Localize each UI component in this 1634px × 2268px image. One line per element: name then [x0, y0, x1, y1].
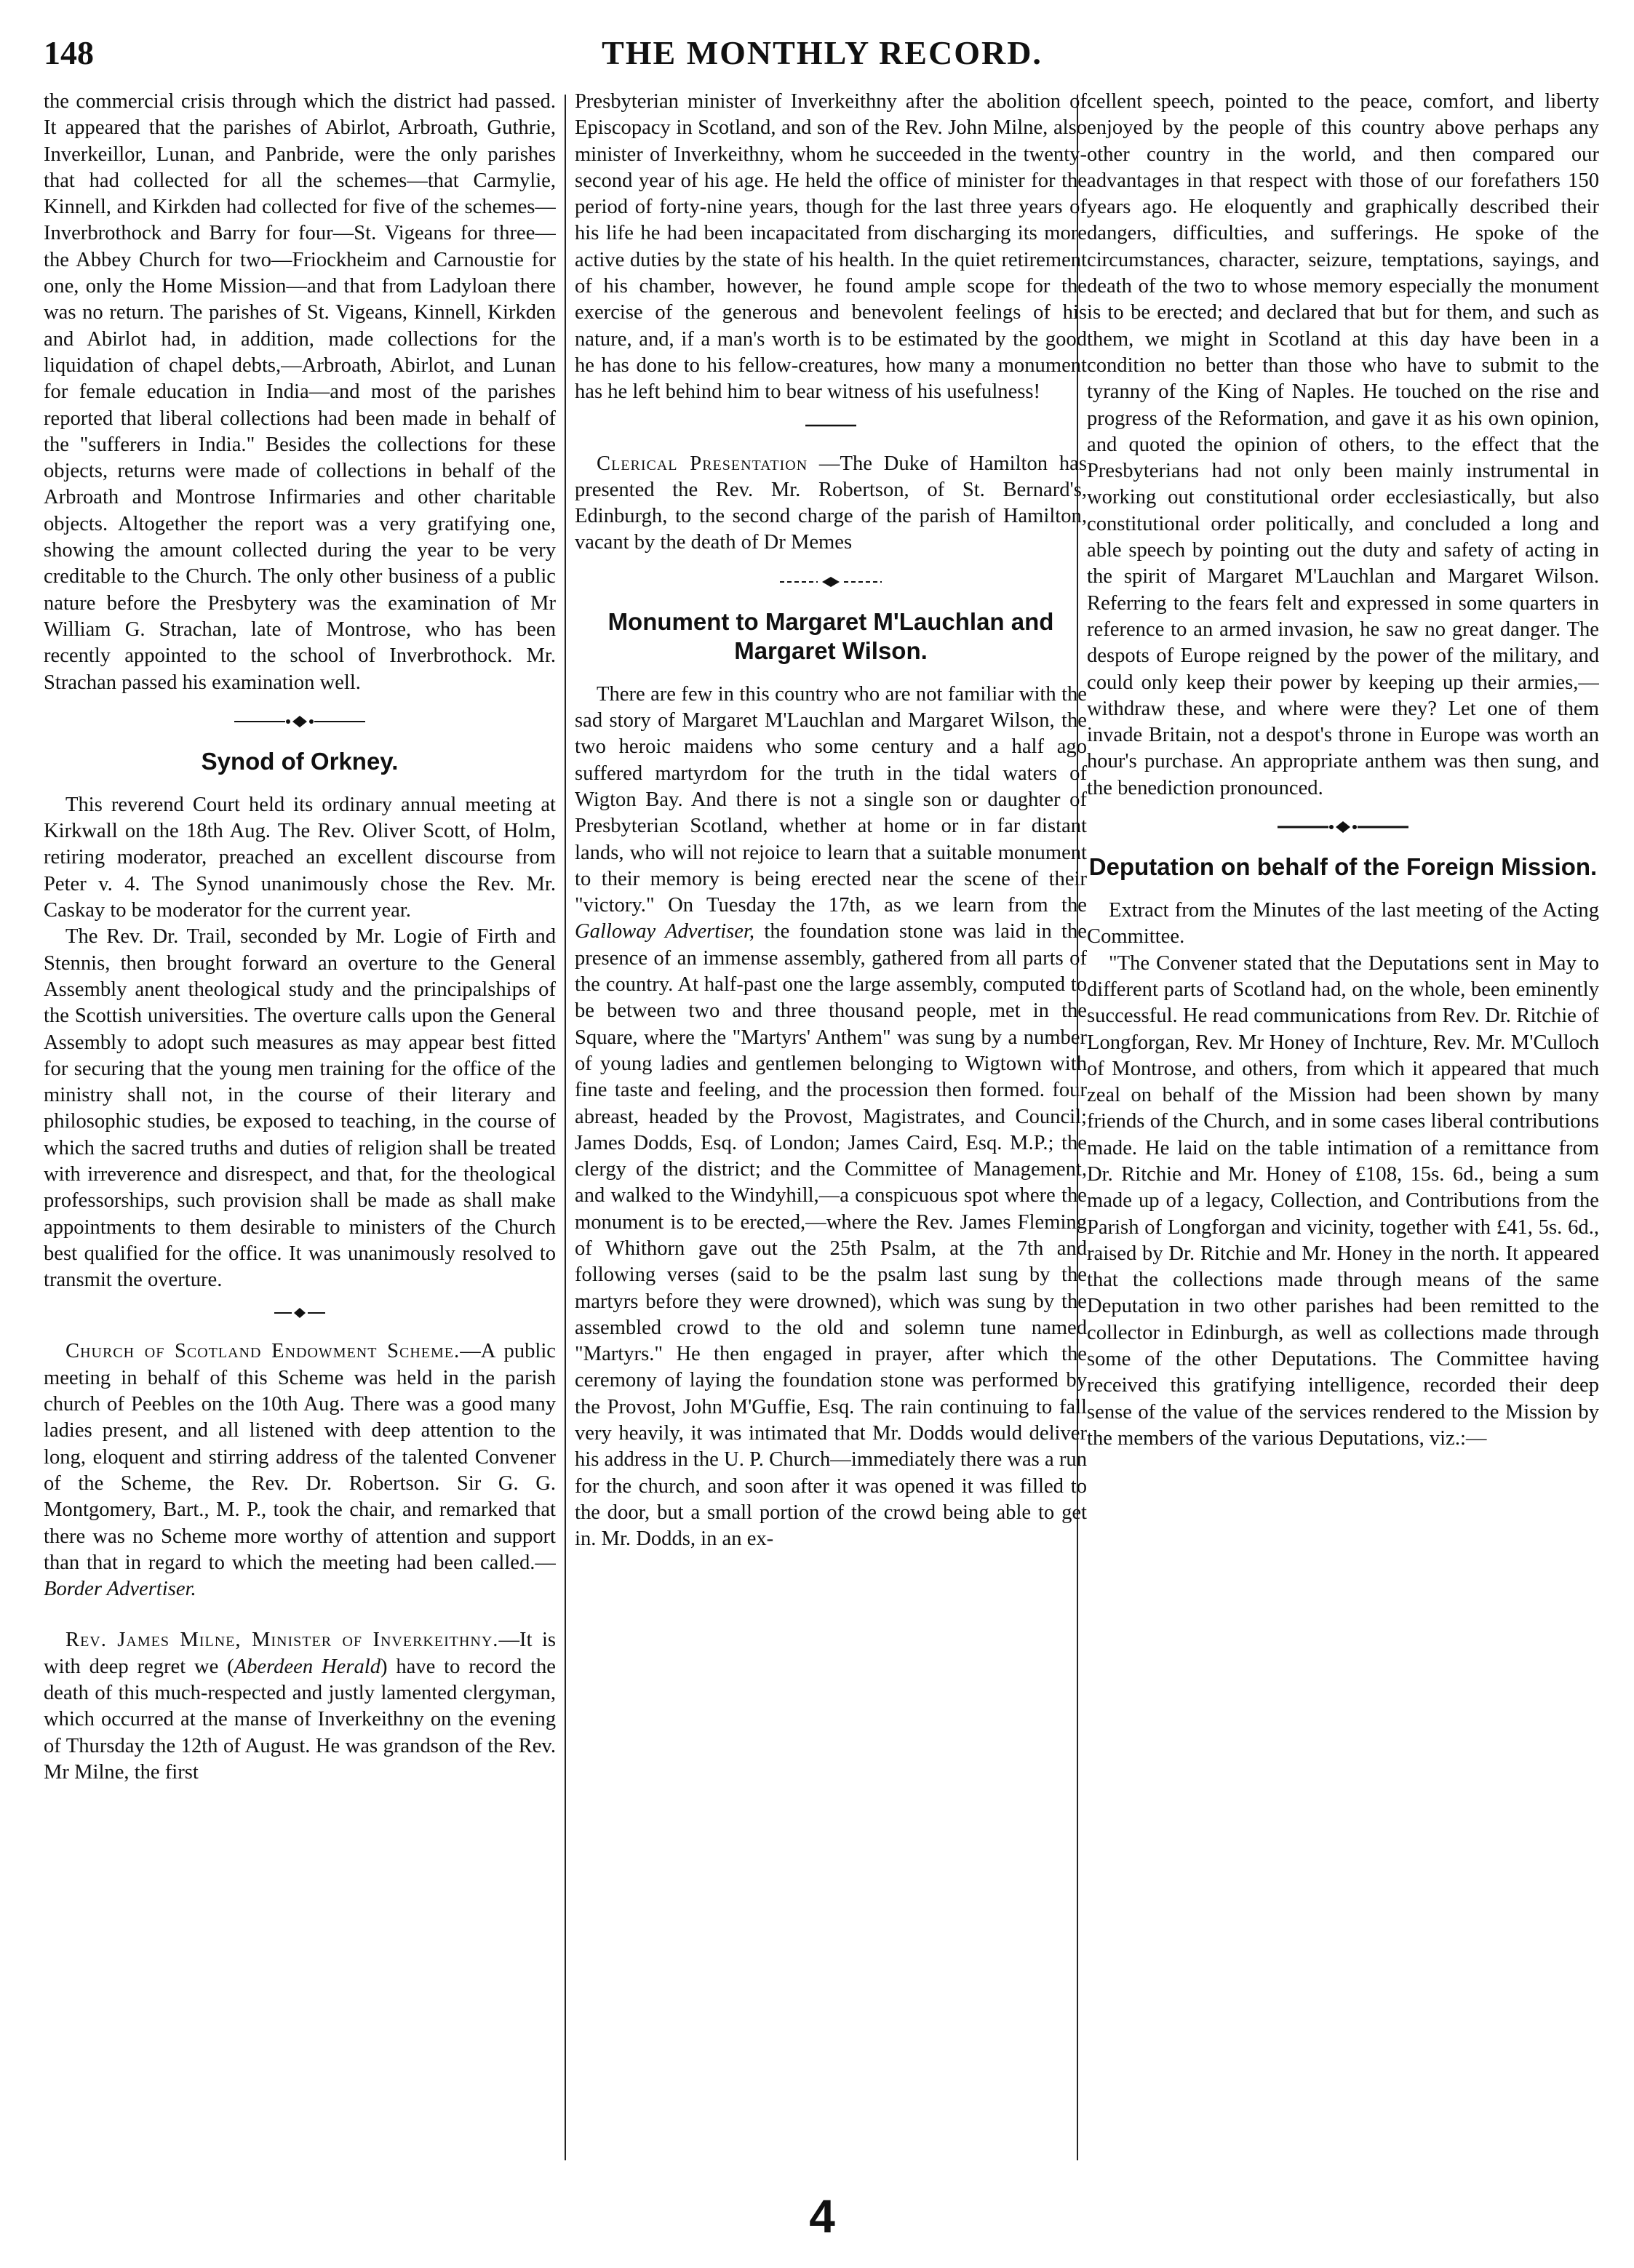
running-title: THE MONTHLY RECORD. — [602, 34, 1043, 71]
article-paragraph: This reverend Court held its ordinary annual meeting at Kirkwall on the 18th Aug. The Rev. Oliver Scott, of Holm, retiring moderator, preached an excellent discourse from Peter v. 4. The Synod unanimously chose the Rev. Mr. Caskay to be moderator for the current year. — [44, 793, 556, 922]
article-paragraph: "The Convener stated that the Deputations sent in May to different parts of Scotland had, on the whole, been eminently successful. He read communications from Rev. Dr. Ritchie of Longforgan, Rev. Mr Honey of Inchture, Rev. Mr. M'Culloch of Montrose, and others, from which it appeared that much zeal on behalf of the Mission had been shown by many friends of the Church, and in some cases liberal contributions made. He laid on the table intimation of a remittance from Dr. Ritchie and Mr. Honey of £108, 15s. 6d., being a sum made up of a legacy, Collection, and Contributions from the Parish of Longforgan and vicinity, together with £41, 5s. 6d., raised by Dr. Ritchie and Mr. Honey in the north. It appeared that the collections made through means of the same Deputation in two other parishes had been remitted to the collector in Edinburgh, as well as collections made through some of the other Deputations. The Committee having received this gratifying intelligence, recorded their deep sense of the value of the services rendered to the Mission by the members of the various Deputations, viz.:— — [1087, 951, 1599, 1450]
signature-mark: 4 — [809, 2190, 835, 2243]
article-text: —It is with deep regret we ( — [44, 1629, 556, 1678]
column-rule — [565, 95, 566, 2160]
source-attribution: Aberdeen Herald — [234, 1655, 380, 1678]
article-text: —The Duke of Hamilton has presented the Rev. Mr. Robertson, of St. Bernard's, Edinburgh, to the second charge of the parish of Hamilton, vacant by the death of Dr Memes — [575, 452, 1087, 554]
article-continuation: Presbyterian minister of Inverkeithny after the abolition of Episcopacy in Scotland, and son of the Rev. John Milne, also minister of Inverkeithny, whom he succeeded in the twenty-second year of his age. He held the office of minister for the period of forty-nine years, though for the last three years of his life he had been incapacitated from discharging its more active duties by the state of his health. In the quiet retirement of his chamber, however, he found ample scope for the exercise of the generous and benevolent feelings of his nature, and, if a man's worth is to be estimated by the good he has done to his fellow-creatures, how many a monument has he left behind him to bear witness of his usefulness! — [575, 90, 1087, 404]
article-continuation: the commercial crisis through which the district had passed. It appeared that the parishes of Abirlot, Arbroath, Guthrie, Inverkeillor, Lunan, and Panbride, were the only parishes that had collected for all the schemes—that Carmylie, Kinnell, and Kirkden had collected for five of the schemes—Inverbrothock and Barry for four—St. Vigeans for three—the Abbey Church for two—Friockheim and Carnoustie for one, only the Home Mission—and that from Ladyloan there was no return. The parishes of St. Vigeans, Kinnell, Kirkden and Abirlot had, in addition, made collections for the liquidation of chapel debts,—Arbroath, Abirlot, and Lunan for female education in India—and most of the parishes reported that liberal collections had been made in behalf of the "sufferers in India." Besides the collections for these objects, returns were made of collections in behalf of the Arbroath and Montrose Infirmaries and other charitable objects. Altogether the report was a very gratifying one, showing the amount collected during the year to be very creditable to the Church. The only other business of a public nature before the Presbytery was the examination of Mr William G. Strachan, late of Montrose, who has been recently appointed to the school of Inverbrothock. Mr. Strachan passed his examination well. — [44, 90, 556, 694]
page-number: 148 — [44, 34, 94, 71]
column-1 — [44, 89, 556, 2198]
ornamental-divider — [234, 715, 365, 728]
article-paragraph — [575, 451, 1087, 556]
column-3 — [1087, 89, 1599, 2198]
section-heading-monument: Monument to Margaret M'Lauchlan and Margaret Wilson. — [607, 607, 1054, 664]
article-text: —A public meeting in behalf of this Scheme was held in the parish church of Peebles on the 10th Aug. There was a good many ladies present, and all listened with deep attention to the long, eloquent and stirring address of the talented Convener of the Scheme, the Rev. Dr. Robertson. Sir G. G. Montgomery, Bart., M. P., took the chair, and remarked that there was no Scheme more worthy of attention and support than that in regard to which the meeting had been called.— — [44, 1340, 556, 1574]
run-in-heading: Church of Scotland Endowment Scheme. — [65, 1340, 461, 1363]
article-paragraph — [44, 1627, 556, 1786]
article-continuation: cellent speech, pointed to the peace, comfort, and liberty enjoyed by the people of this country above perhaps any other country in the world, and then compared our advantages in that respect with those of our forefathers 150 years ago. He eloquently and graphically described their dangers, difficulties, and sufferings. He spoke of the circumstances, character, seizure, temptations, sayings, and death of the two to whose memory especially the monument is to be erected; and declared that but for them, and such as them, we might in Scotland at this day have been in a condition no better than those who have to submit to the tyranny of the King of Naples. He touched on the rise and progress of the Reformation, and gave it as his own opinion, and quoted the opinion of others, to the effect that the Presbyterians had not only been mainly instrumental in working out constitutional order ecclesiastically, but also constitutional order politically, and concluded a long and able speech by pointing out the duty and safety of acting in the spirit of Margaret M'Lauchlan and Margaret Wilson. Referring to the fears felt and expressed in some quarters in reference to an armed invasion, he saw no great danger. The despots of Europe reigned by the power of the military, and could only keep their power by keeping up their armies,—withdraw these, and where were they? Let one of them invade Britain, not a despot's throne in Europe was worth an hour's purchase. An appropriate anthem was then sung, and the benediction pronounced. — [1087, 90, 1599, 799]
article-paragraph: The Rev. Dr. Trail, seconded by Mr. Logie of Firth and Stennis, then brought forward an overture to the General Assembly anent theological study and the principalships of the Scottish universities. The overture calls upon the General Assembly to adopt such measures as may appear best fitted for securing that the young men training for the office of the ministry shall not, in the course of their literary and philosophic studies, be exposed to teaching, in the course of which the sacred truths and duties of religion shall be treated with irreverence and disrespect, and that, for the theological professorships, such provision shall be made as shall make appointments to them desirable to ministers of the Church best qualified for the office. It was unanimously resolved to transmit the overture. — [44, 925, 556, 1292]
section-heading-deputation: Deputation on behalf of the Foreign Mission. — [1088, 853, 1598, 881]
ornamental-divider — [274, 1306, 325, 1319]
column-2 — [575, 89, 1087, 2198]
article-text: the foundation stone was laid in the presence of an immense assembly, gathered from all parts of the country. At half-past one the large assembly, computed to be between two and three thousand people, met in the Square, where the "Martyrs' Anthem" was sung by a number of young ladies and gentlemen belonging to Wigtown with fine taste and feeling, and the procession then formed. four abreast, headed by the Provost, Magistrates, and Council; James Dodds, Esq. of London; James Caird, Esq. M.P.; the clergy of the district; and the Committee of Management, and walked to the Windyhill,—a conspicuous spot where the monument is to be erected,—where the Rev. James Fleming of Whithorn gave out the 25th Psalm, at the 7th and following verses (said to be the psalm last sung by the martyrs before they were drowned), which was sung by the assembled crowd to the old and solemn tune named "Martyrs." He then engaged in prayer, after which the ceremony of laying the foundation stone was performed by the Provost, John M'Guffie, Esq. The rain continuing to fall very heavily, it was intimated that Mr. Dodds would deliver his address in the U. P. Church—immediately there was a run for the church, and soon after it was opened it was filled to the door, but a small portion of the crowd being able to get in. Mr. Dodds, in an ex- — [575, 920, 1087, 1551]
article-paragraph: Extract from the Minutes of the last meeting of the Acting Committee. — [1087, 899, 1599, 949]
run-in-heading: Clerical Presentation — [597, 452, 808, 475]
article-text: ) have to record the death of this much-respected and justly lamented clergyman, which occurred at the manse of Inverkeithny on the evening of Thursday the 12th of August. He was grandson of the Rev. Mr Milne, the first — [44, 1655, 556, 1784]
ornamental-divider — [765, 575, 896, 588]
article-paragraph — [44, 1338, 556, 1602]
ornamental-divider — [805, 419, 856, 432]
run-in-heading: Rev. James Milne, Minister of Inverkeithny. — [65, 1629, 499, 1652]
article-text: There are few in this country who are not familiar with the sad story of Margaret M'Lauchlan and Margaret Wilson, the two heroic maidens who some century and a half ago suffered martyrdom for the truth in the tidal waters of Wigton Bay. And there is not a single son or daughter of Presbyterian Scotland, whether at home or in far distant lands, who will not rejoice to learn that a suitable monument to their memory is being erected near the scene of their "victory." On Tuesday the 17th, as we learn from the — [575, 682, 1087, 917]
ornamental-divider — [1278, 820, 1408, 834]
source-attribution: Border Advertiser. — [44, 1578, 196, 1601]
section-heading-orkney: Synod of Orkney. — [201, 747, 399, 775]
article-paragraph — [575, 682, 1087, 1553]
page-header — [44, 29, 1601, 80]
source-attribution: Galloway Advertiser, — [575, 920, 755, 943]
